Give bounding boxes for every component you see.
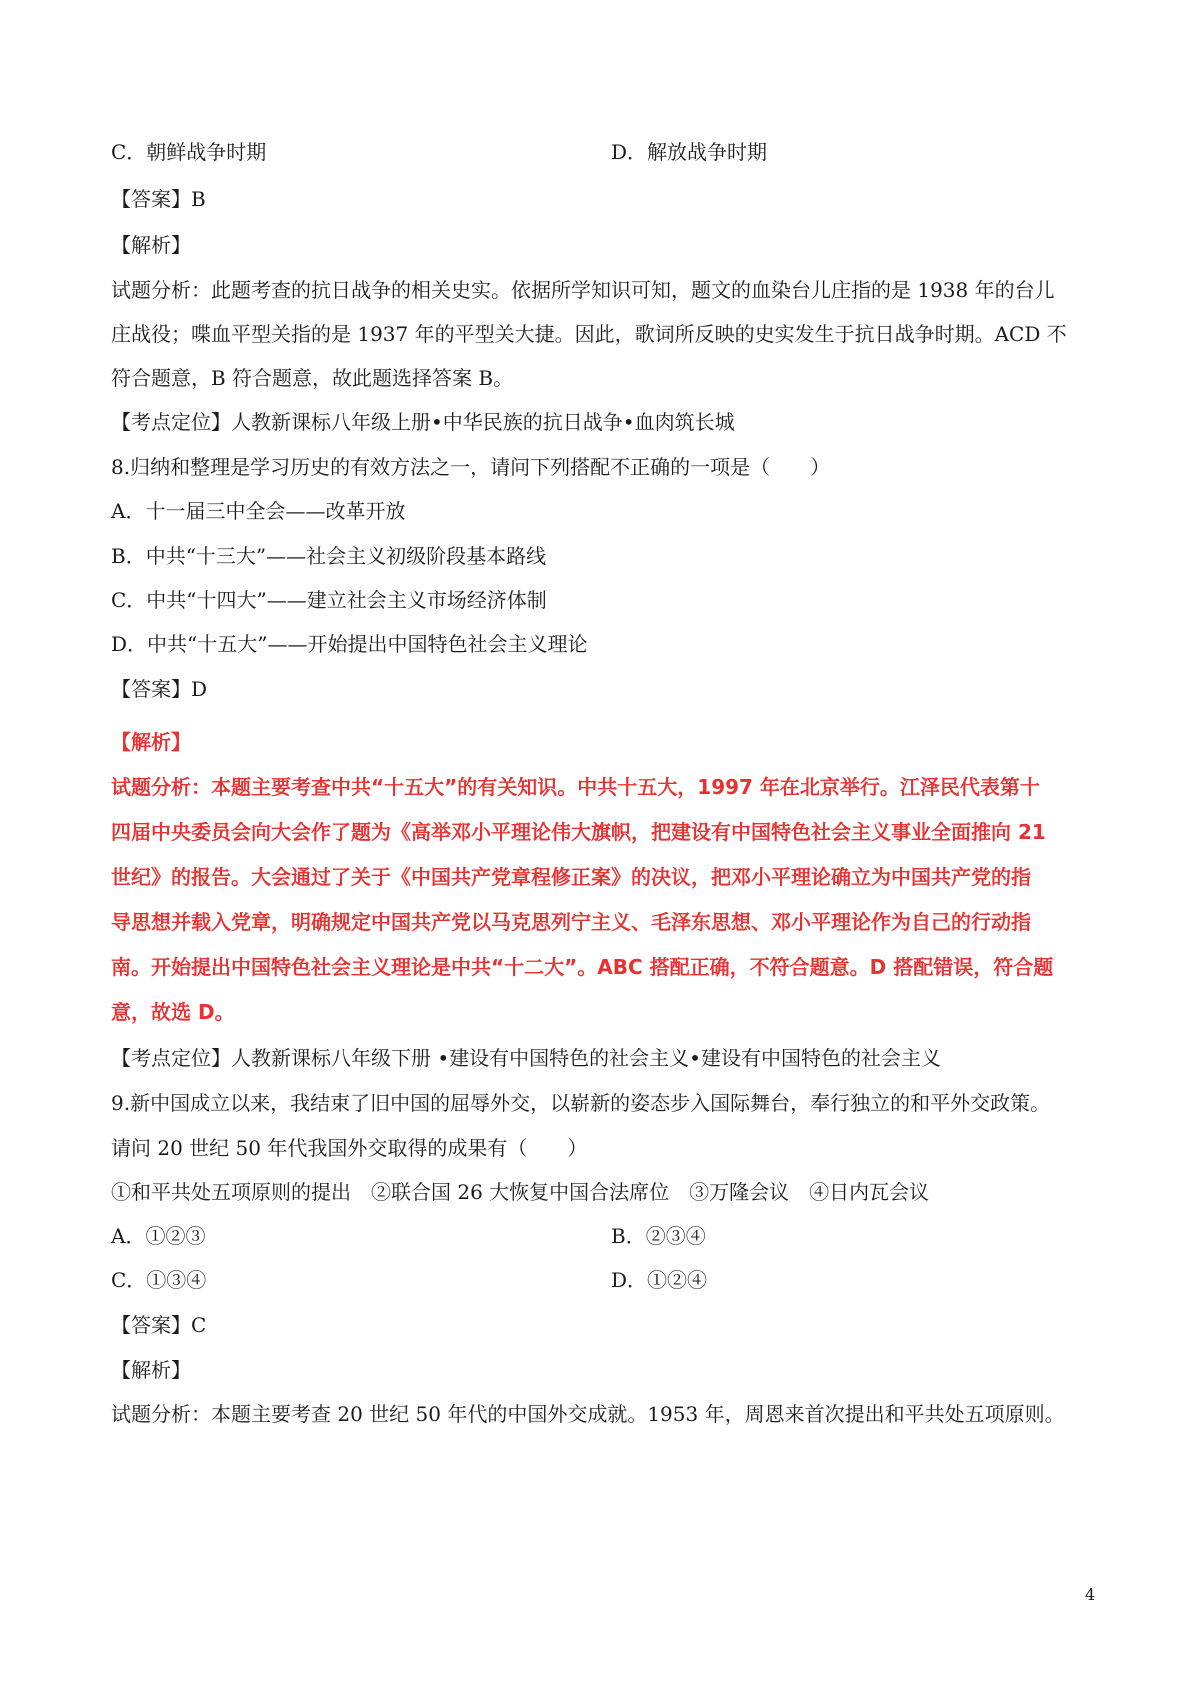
q7-analysis-line: 试题分析：此题考查的抗日战争的相关史实。依据所学知识可知，题文的血染台儿庄指的是 1938 年的台儿 (111, 278, 1055, 302)
q8-kaodian: 【考点定位】人教新课标八年级下册 •建设有中国特色的社会主义•建设有中国特色的社会主义 (111, 1046, 941, 1070)
q9-answer: 【答案】C (111, 1313, 207, 1337)
q8-analysis-line: 导思想并载入党章，明确规定中国共产党以马克思列宁主义、毛泽东思想、邓小平理论作为自己的行动指 (111, 910, 1031, 934)
page-number: 4 (1085, 1585, 1096, 1604)
q9-option-b: B．②③④ (611, 1224, 706, 1248)
q8-analysis-line: 世纪》的报告。大会通过了关于《中国共产党章程修正案》的决议，把邓小平理论确立为中国共产党的指 (111, 865, 1031, 889)
q8-analysis-line: 南。开始提出中国特色社会主义理论是中共“十二大”。ABC 搭配正确，不符合题意。D 搭配错误，符合题 (111, 955, 1054, 979)
q8-option-c: C．中共“十四大”——建立社会主义市场经济体制 (111, 588, 547, 612)
q9-options-cd-row (111, 1268, 1101, 1292)
q9-option-d: D．①②④ (611, 1268, 708, 1292)
q9-analysis-line: 试题分析：本题主要考查 20 世纪 50 年代的中国外交成就。1953 年，周恩来首次提出和平共处五项原则。 (111, 1402, 1065, 1426)
q9-option-c: C．①③④ (111, 1268, 207, 1292)
q9-options-ab-row (111, 1224, 1101, 1248)
q7-analysis-line: 符合题意，B 符合题意，故此题选择答案 B。 (111, 366, 514, 390)
q8-option-a: A．十一届三中全会——改革开放 (111, 499, 406, 523)
q8-stem: 8.归纳和整理是学习历史的有效方法之一，请问下列搭配不正确的一项是（ ） (111, 455, 831, 479)
q8-analysis-line: 试题分析：本题主要考查中共“十五大”的有关知识。中共十五大，1997 年在北京举行。江泽民代表第十 (111, 775, 1040, 799)
q8-analysis-line: 意，故选 D。 (111, 1000, 235, 1024)
q7-analysis-line: 庄战役；喋血平型关指的是 1937 年的平型关大捷。因此，歌词所反映的史实发生于抗日战争时期。ACD 不 (111, 322, 1067, 346)
q7-options-cd-row (111, 140, 1101, 164)
q7-option-d: D．解放战争时期 (611, 140, 768, 164)
q7-option-c: C．朝鲜战争时期 (111, 140, 267, 164)
q9-stem-line: 请问 20 世纪 50 年代我国外交取得的成果有（ ） (111, 1136, 588, 1160)
q9-option-a: A．①②③ (111, 1224, 206, 1248)
q9-items: ①和平共处五项原则的提出 ②联合国 26 大恢复中国合法席位 ③万隆会议 ④日内瓦会议 (111, 1180, 930, 1204)
q8-option-d: D．中共“十五大”——开始提出中国特色社会主义理论 (111, 632, 588, 656)
q7-kaodian: 【考点定位】人教新课标八年级上册•中华民族的抗日战争•血肉筑长城 (111, 410, 735, 434)
q7-analysis-heading: 【解析】 (111, 233, 191, 257)
q9-analysis-heading: 【解析】 (111, 1358, 191, 1382)
q7-answer: 【答案】B (111, 187, 206, 211)
q8-option-b: B．中共“十三大”——社会主义初级阶段基本路线 (111, 544, 547, 568)
q9-stem-line: 9.新中国成立以来，我结束了旧中国的屈辱外交，以崭新的姿态步入国际舞台，奉行独立的和平外交政策。 (111, 1091, 1051, 1115)
q8-analysis-heading: 【解析】 (111, 730, 191, 754)
q8-answer: 【答案】D (111, 677, 208, 701)
q8-analysis-line: 四届中央委员会向大会作了题为《高举邓小平理论伟大旗帜，把建设有中国特色社会主义事业全面推向 21 (111, 820, 1046, 844)
